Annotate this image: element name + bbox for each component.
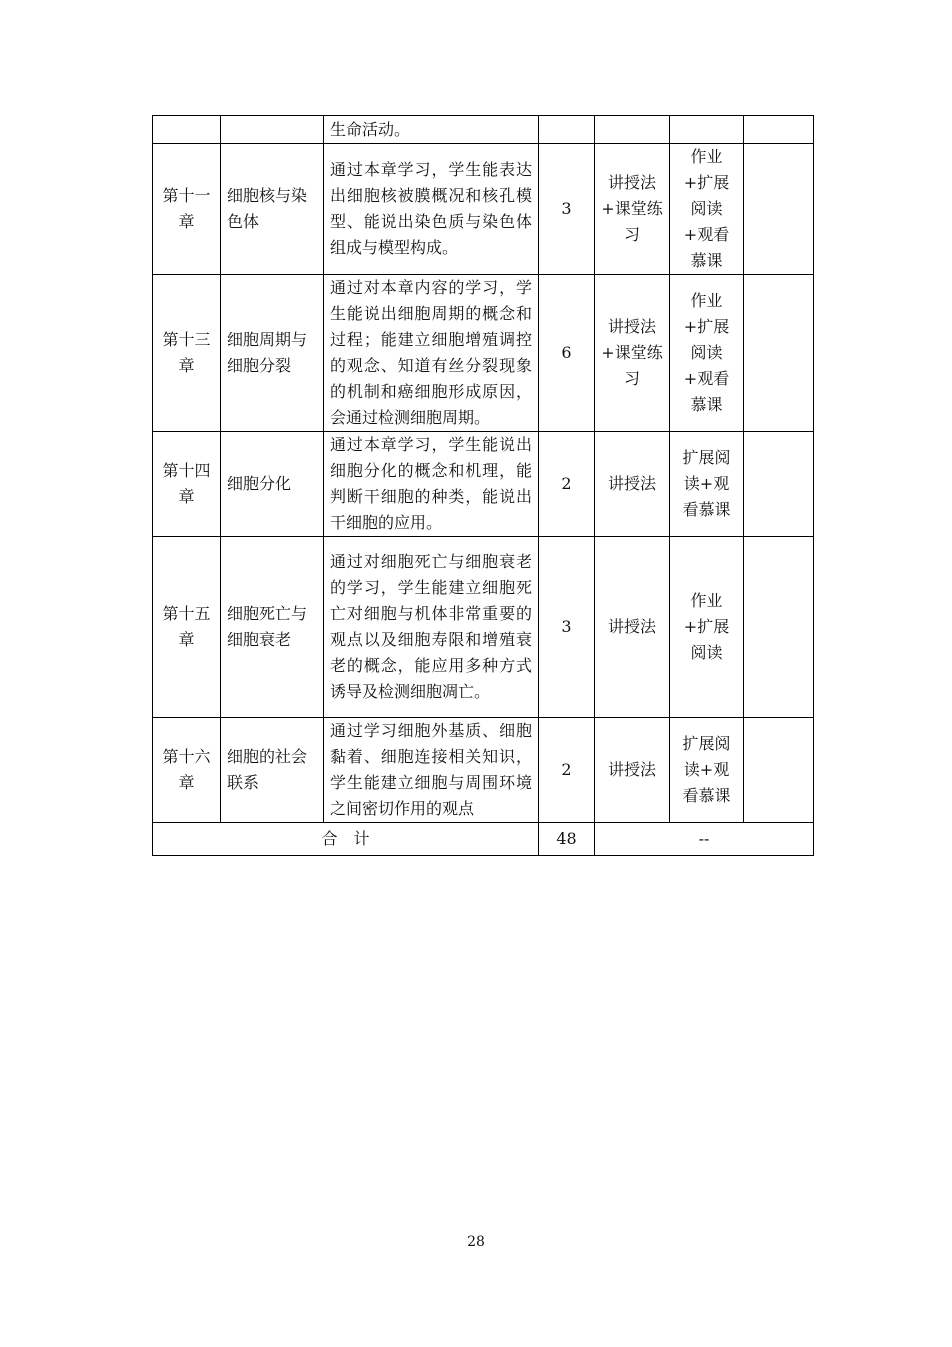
hours-cell: 2 [539,718,595,823]
total-label: 合 计 [153,823,539,856]
assessment-cell: 扩展阅读+观看慕课 [670,718,744,823]
table-row [153,116,814,144]
note-cell [744,432,814,537]
note-cell [744,275,814,432]
title-cell: 细胞分化 [221,432,324,537]
hours-cell [539,116,595,144]
table-row [153,432,814,537]
goal-cell: 通过本章学习，学生能说出细胞分化的概念和机理，能判断干细胞的种类，能说出干细胞的应用。 [324,432,539,537]
goal-cell: 通过对细胞死亡与细胞衰老的学习，学生能建立细胞死亡对细胞与机体非常重要的观点以及细胞寿限和增殖衰老的概念，能应用多种方式诱导及检测细胞凋亡。 [324,537,539,718]
hours-cell: 2 [539,432,595,537]
method-cell: 讲授法 [595,432,670,537]
hours-cell: 6 [539,275,595,432]
method-cell: 讲授法+课堂练习 [595,275,670,432]
hours-cell: 3 [539,144,595,275]
title-cell: 细胞核与染色体 [221,144,324,275]
total-rest: -- [595,823,814,856]
chapter-cell: 第十五章 [153,537,221,718]
note-cell [744,144,814,275]
table-row [153,718,814,823]
goal-cell: 通过本章学习，学生能表达出细胞核被膜概况和核孔模型、能说出染色质与染色体组成与模型构成。 [324,144,539,275]
chapter-cell: 第十一章 [153,144,221,275]
method-cell: 讲授法 [595,718,670,823]
table-row [153,144,814,275]
chapter-cell: 第十六章 [153,718,221,823]
assessment-cell: 作业+扩展阅读+观看慕课 [670,144,744,275]
title-cell: 细胞的社会联系 [221,718,324,823]
chapter-cell: 第十四章 [153,432,221,537]
note-cell [744,718,814,823]
hours-cell: 3 [539,537,595,718]
page-number: 28 [467,1234,485,1250]
assessment-cell: 扩展阅读+观看慕课 [670,432,744,537]
title-cell: 细胞死亡与细胞衰老 [221,537,324,718]
title-cell: 细胞周期与细胞分裂 [221,275,324,432]
title-cell [221,116,324,144]
method-cell: 讲授法 [595,537,670,718]
goal-cell: 通过对本章内容的学习，学生能说出细胞周期的概念和过程；能建立细胞增殖调控的观念、知道有丝分裂现象的机制和癌细胞形成原因，会通过检测细胞周期。 [324,275,539,432]
note-cell [744,116,814,144]
method-cell [595,116,670,144]
syllabus-table [152,115,814,856]
assessment-cell: 作业+扩展阅读+观看慕课 [670,275,744,432]
assessment-cell: 作业+扩展阅读 [670,537,744,718]
chapter-cell: 第十三章 [153,275,221,432]
total-hours: 48 [539,823,595,856]
chapter-cell [153,116,221,144]
total-row [153,823,814,856]
assessment-cell [670,116,744,144]
goal-cell: 生命活动。 [324,116,539,144]
note-cell [744,537,814,718]
method-cell: 讲授法+课堂练习 [595,144,670,275]
table-row [153,275,814,432]
table-row [153,537,814,718]
goal-cell: 通过学习细胞外基质、细胞黏着、细胞连接相关知识，学生能建立细胞与周围环境之间密切作用的观点 [324,718,539,823]
